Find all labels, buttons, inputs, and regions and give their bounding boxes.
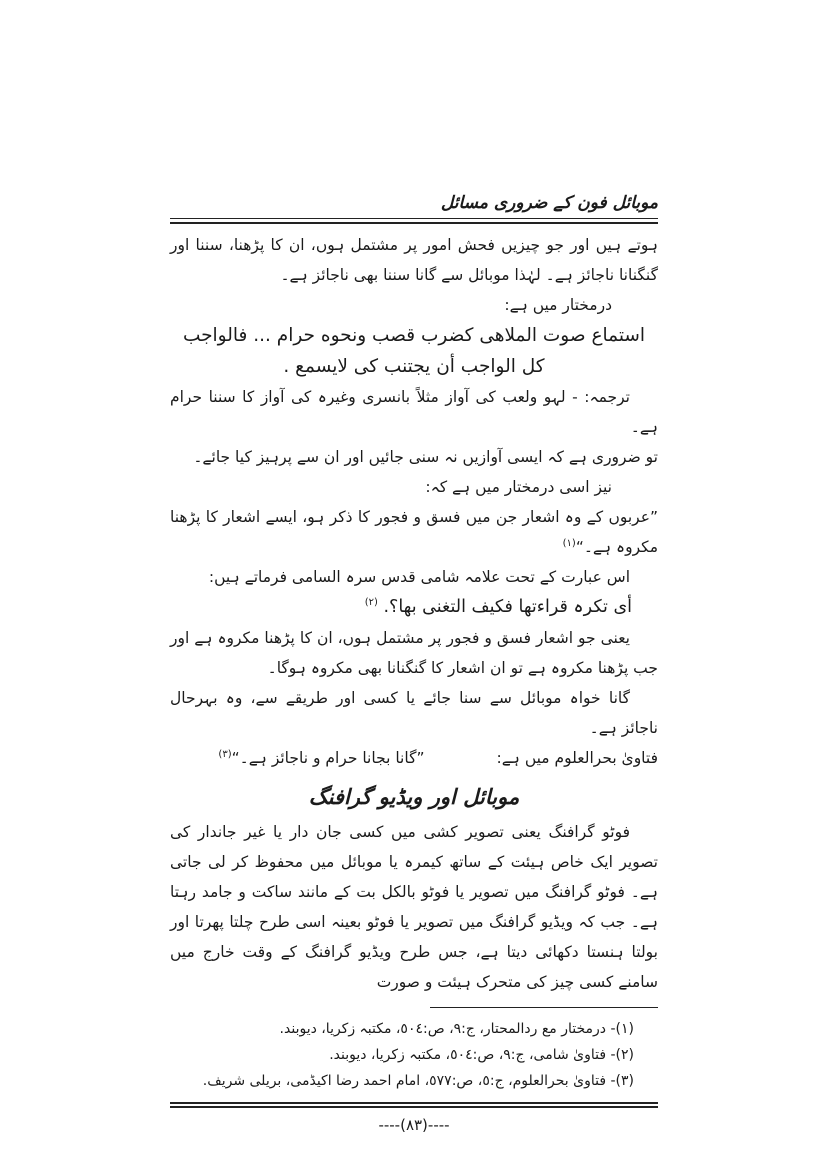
- body-text: [170, 230, 658, 997]
- paragraph-bahr-ul-uloom: [170, 743, 658, 773]
- page-number: ----(۸۳)----: [378, 1116, 450, 1134]
- footnote-1: (۱)- درمختار مع ردالمحتار، ج:۹، ص:٥٠٤، مکتبہ زکریا، دیوبند.: [279, 1021, 634, 1037]
- fatawa-quote-text: ”گانا بجانا حرام و ناجائز ہے۔“: [231, 749, 425, 767]
- paragraph-continuation: ہوتے ہیں اور جو چیزیں فحش امور پر مشتمل ہوں، ان کا پڑھنا، سننا اور گنگنانا ناجائز ہے۔ لہٰذا موبائل سے گانا سننا بھی ناجائز ہے۔: [170, 236, 658, 284]
- footnotes-block: [170, 1016, 658, 1094]
- fatawa-quote: [218, 743, 424, 773]
- footnote-separator-rule: [430, 1007, 658, 1008]
- text-block: [170, 192, 658, 1134]
- arabic-quote-text: أی تکرہ قراءتها فکیف التغنی بها؟.: [383, 597, 632, 617]
- paragraph-necessity: تو ضروری ہے کہ ایسی آوازیں نہ سنی جائیں اور ان سے پرہیز کیا جائے۔: [193, 448, 658, 466]
- paragraph-photography: فوٹو گرافنگ یعنی تصویر کشی میں کسی جان دار یا غیر جاندار کی تصویر ایک خاص ہیئت کے ساتھ کیمرہ یا موبائل میں محفوظ کر لی جاتی ہے۔ فوٹو گرافنگ میں تصویر یا فوٹو بالکل بت کے مانند ساکت و جامد رہتا ہے۔ جب کہ ویڈیو گرافنگ میں تصویر یا فوٹو بعینہ اسی طرح چلتا پھرتا اور بولتا ہنستا دکھائی دیتا ہے، جس طرح ویڈیو گرافنگ کے وقت خارج میں سامنے کسی چیز کی متحرک ہیئت و صورت: [170, 823, 658, 991]
- paragraph-meaning: یعنی جو اشعار فسق و فجور پر مشتمل ہوں، ان کا پڑھنا مکروہ ہے اور جب پڑھنا مکروہ ہے تو ان اشعار کا گنگنانا بھی مکروہ ہوگا۔: [170, 629, 658, 677]
- paragraph-darmukhtar-intro: درمختار میں ہے:: [504, 296, 612, 314]
- header-double-rule: [170, 218, 658, 224]
- bottom-double-rule: [170, 1102, 658, 1108]
- arabic-quotation-2: [170, 592, 658, 623]
- paragraph-darmukhtar-again: نیز اسی درمختار میں ہے کہ:: [425, 478, 612, 496]
- paragraph-shami-intro: اس عبارت کے تحت علامہ شامی قدس سرہ السامی فرماتے ہیں:: [208, 568, 630, 586]
- footnote-marker-3: (۳): [218, 748, 232, 760]
- footnote-3: (۳)- فتاویٰ بحرالعلوم، ج:٥، ص:٥٧٧، امام احمد رضا اکیڈمی، بریلی شریف.: [202, 1073, 634, 1089]
- paragraph-quote-ashaar: [170, 502, 658, 562]
- paragraph-gaana-ruling: گانا خواہ موبائل سے سنا جائے یا کسی اور طریقے سے، وہ بہرحال ناجائز ہے۔: [170, 689, 658, 737]
- quote-text: ”عربوں کے وہ اشعار جن میں فسق و فجور کا ذکر ہو، ایسے اشعار کا پڑھنا مکروہ ہے۔“: [170, 508, 658, 556]
- footnote-marker-2: (۲): [364, 597, 378, 609]
- footnote-marker-1: (۱): [562, 537, 576, 549]
- section-heading-video-graphing: موبائل اور ویڈیو گرافنگ: [308, 785, 520, 809]
- arabic-quotation-1: استماع صوت الملاهى كضرب قصب ونحوه حرام ... فالواجب كل الواجب أن يجتنب كى لايسمع .: [182, 325, 646, 377]
- page-header-title: موبائل فون کے ضروری مسائل: [440, 193, 658, 213]
- paragraph-translation: ترجمہ: - لہو ولعب کی آواز مثلاً بانسری وغیرہ کی آواز کا سننا حرام ہے۔: [170, 388, 658, 436]
- footnote-2: (۲)- فتاویٰ شامی، ج:۹، ص:٥٠٤، مکتبہ زکریا، دیوبند.: [329, 1047, 634, 1063]
- fatawa-intro: فتاویٰ بحرالعلوم میں ہے:: [496, 749, 658, 767]
